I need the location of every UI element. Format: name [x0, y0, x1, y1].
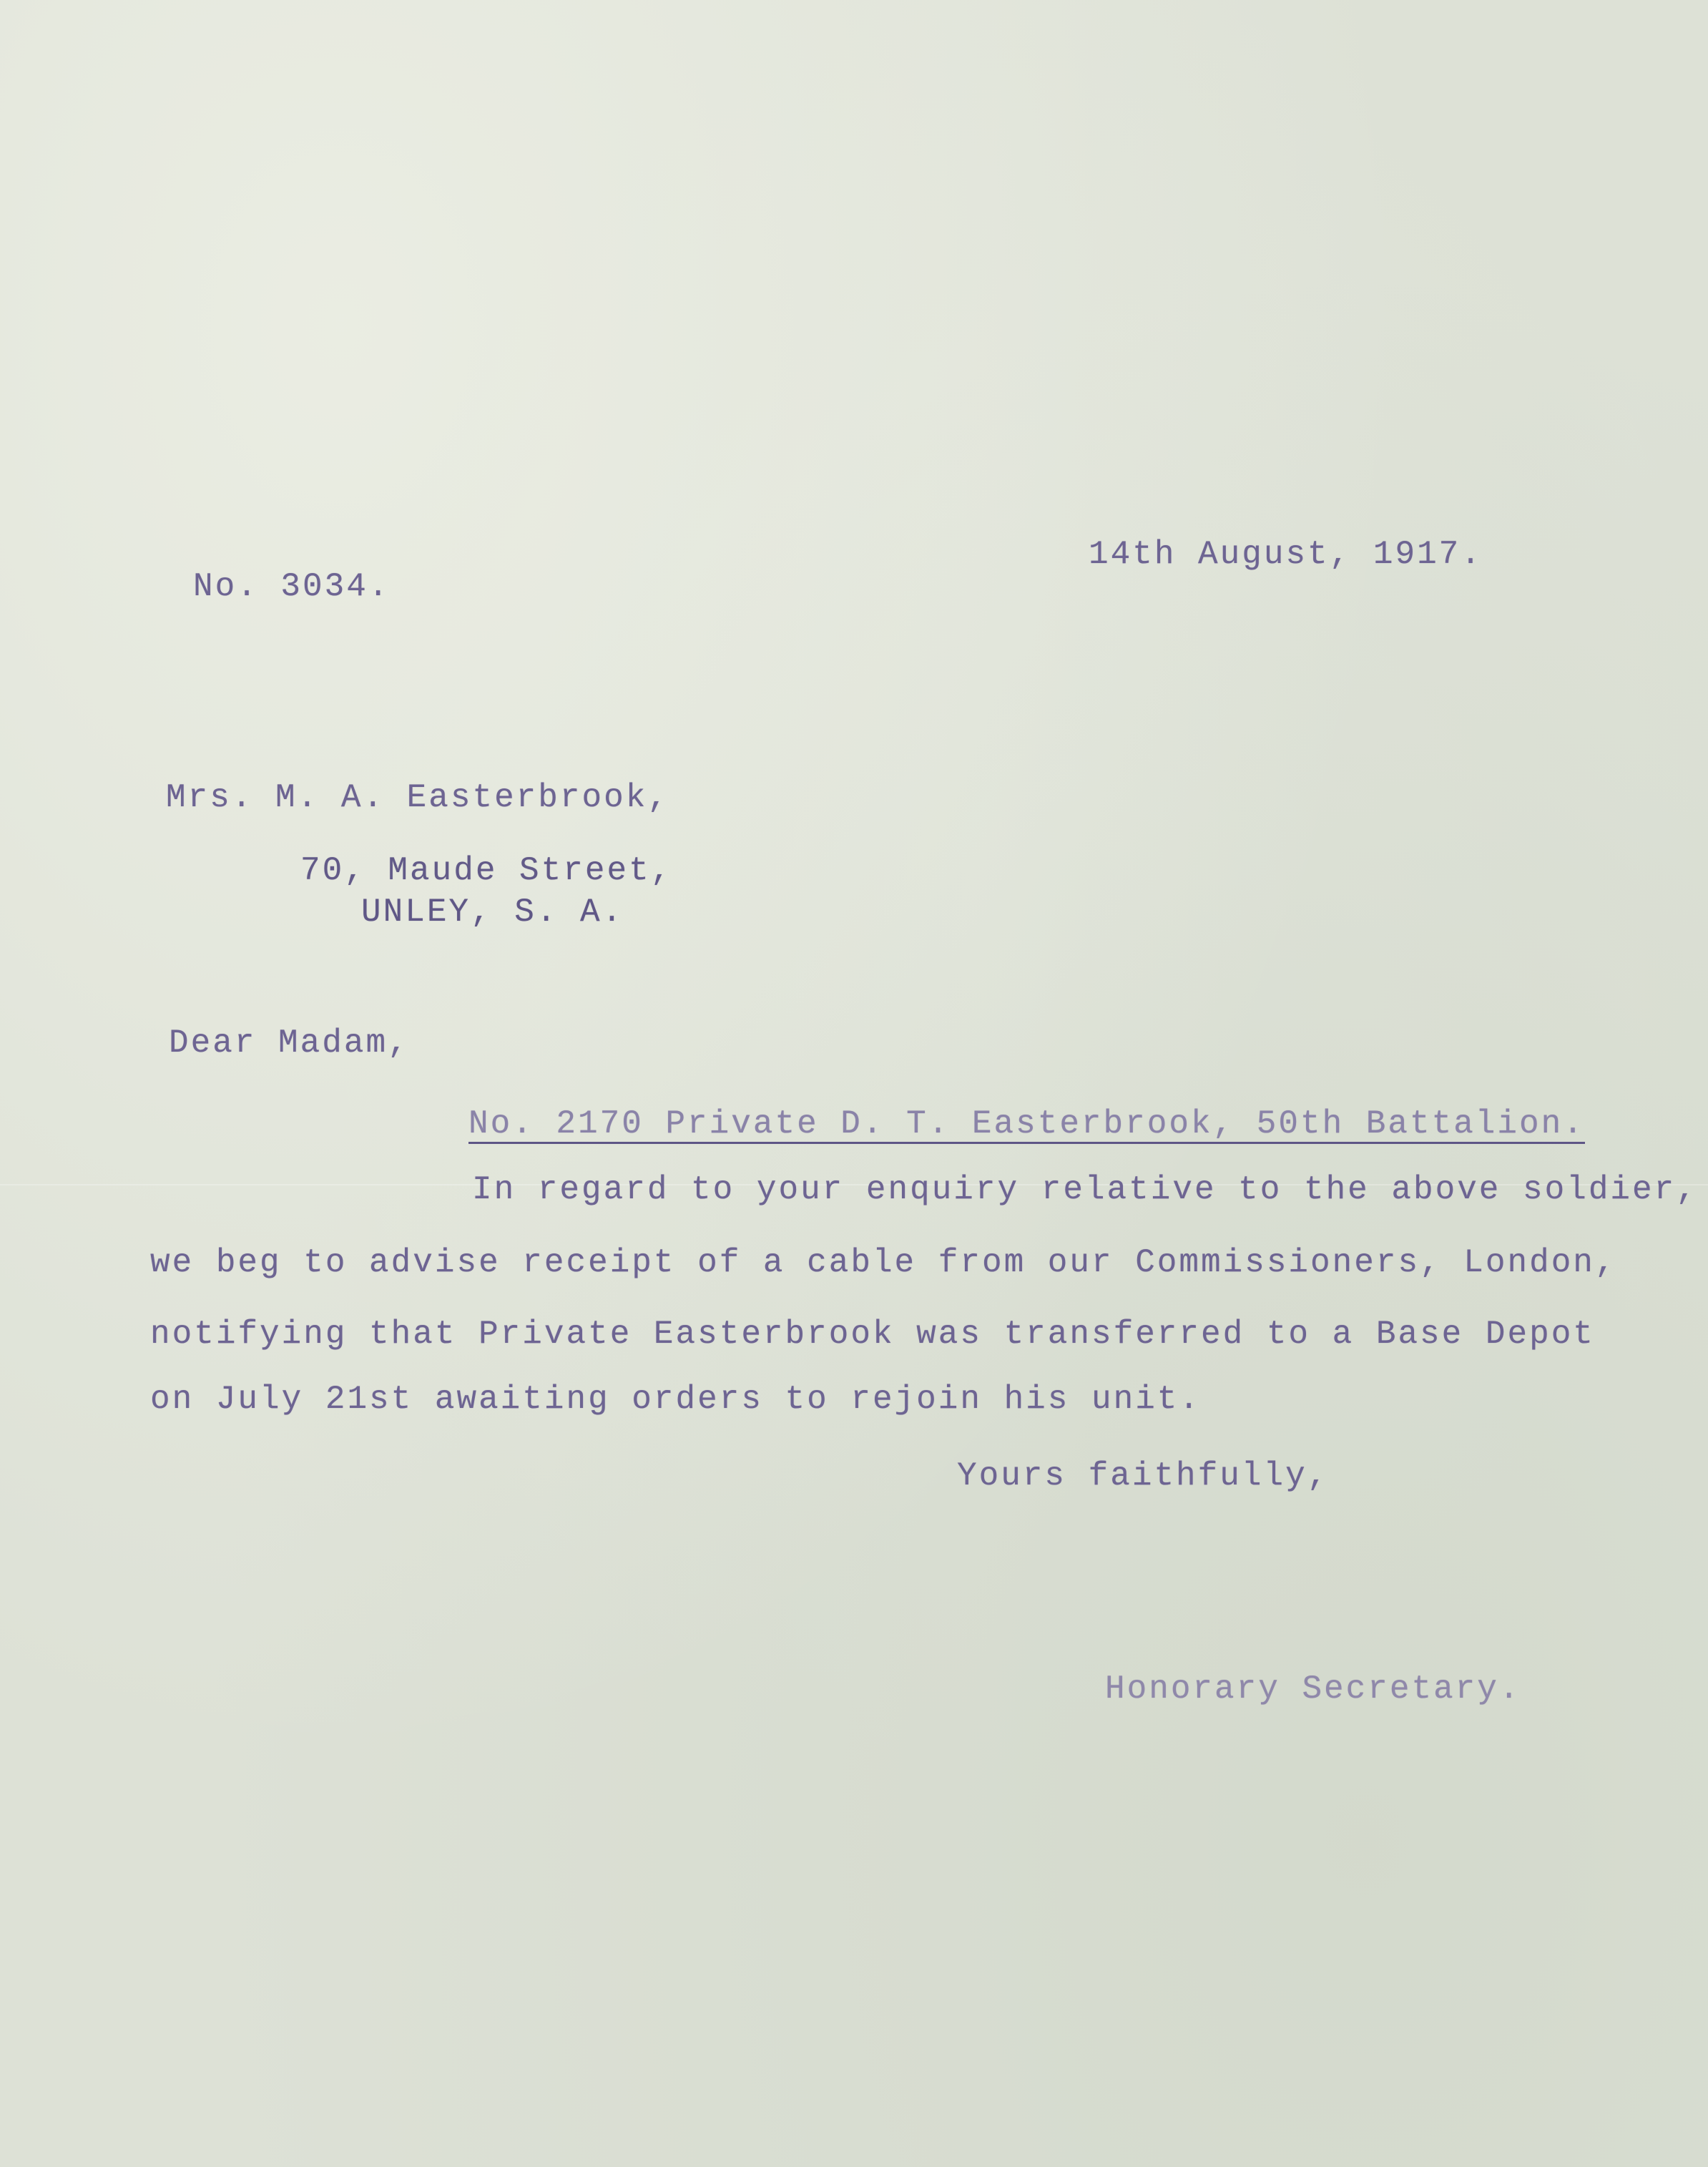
- letter-date: 14th August, 1917.: [1089, 536, 1483, 573]
- recipient-street: 70, Maude Street,: [300, 852, 673, 889]
- reference-number: No. 3034.: [193, 568, 391, 605]
- recipient-town: UNLEY, S. A.: [361, 894, 624, 931]
- closing: Yours faithfully,: [957, 1457, 1330, 1495]
- body-line-1: In regard to your enquiry relative to the above soldier,: [472, 1171, 1698, 1208]
- body-line-4: on July 21st awaiting orders to rejoin his unit.: [150, 1381, 1202, 1418]
- body-line-3: notifying that Private Easterbrook was transferred to a Base Depot: [150, 1316, 1595, 1353]
- recipient-name: Mrs. M. A. Easterbrook,: [166, 779, 669, 816]
- body-line-2: we beg to advise receipt of a cable from our Commissioners, London,: [150, 1244, 1617, 1281]
- subject-line: No. 2170 Private D. T. Easterbrook, 50th Battalion.: [468, 1105, 1585, 1143]
- signatory-title: Honorary Secretary.: [1105, 1671, 1521, 1708]
- salutation: Dear Madam,: [169, 1024, 410, 1062]
